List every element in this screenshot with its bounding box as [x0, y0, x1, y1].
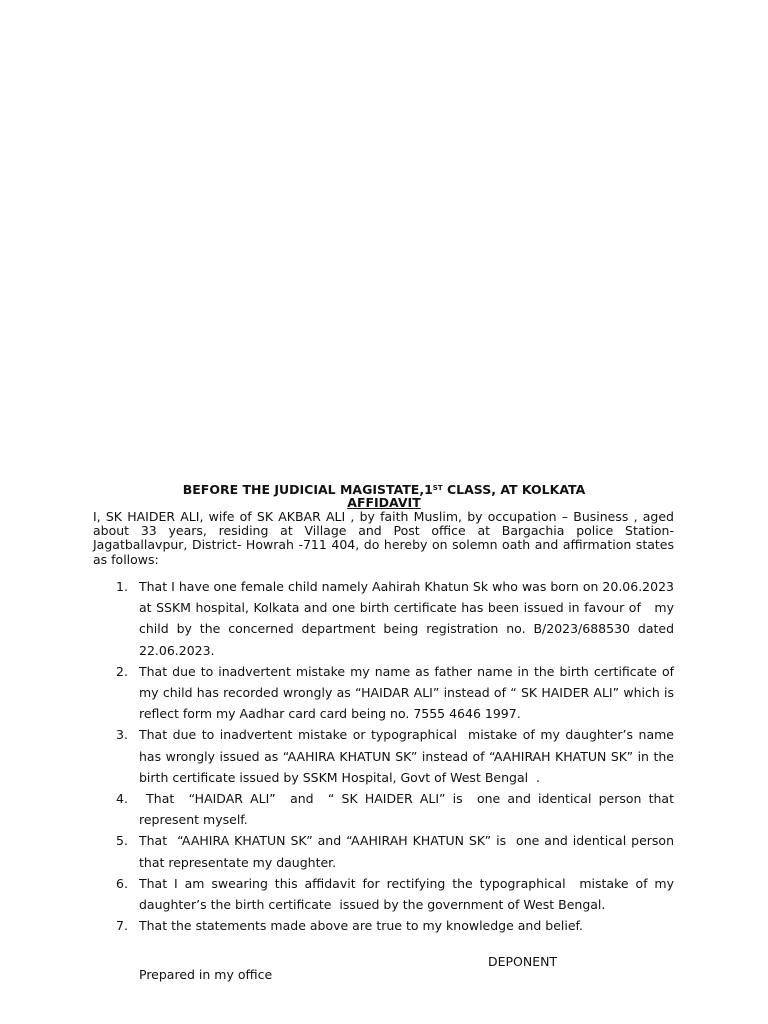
statement-number: 6. — [116, 875, 128, 891]
statement-text: That due to inadvertent mistake my name as father name in the birth certificate of my child has recorded wrongly as “HAIDAR ALI” instead of “ SK HAIDER ALI” which is reflect form my Aadhar card card being no. 7555 4646 1997. — [139, 663, 678, 722]
statement-item — [93, 788, 678, 830]
affidavit-title: AFFIDAVIT — [347, 495, 421, 510]
statement-number: 7. — [116, 918, 128, 934]
statement-item — [93, 915, 674, 936]
court-heading-text: BEFORE THE JUDICIAL MAGISTATE,1 — [182, 482, 433, 497]
statement-text: That “AAHIRA KHATUN SK” and “AAHIRAH KHATUN SK” is one and identical person that representate my daughter. — [139, 833, 678, 870]
statement-number: 2. — [116, 663, 128, 679]
statement-item — [93, 724, 678, 788]
statement-number: 5. — [116, 833, 128, 849]
court-heading-superscript: ST — [432, 484, 443, 492]
prepared-note: Prepared in my office — [139, 967, 273, 982]
intro-paragraph: I, SK HAIDER ALI, wife of SK AKBAR ALI , by faith Muslim, by occupation – Business , aged about 33 years, residing at Village and Post office at Bargachia police Station-Jagatballavpur, District- Howrah -711 404, do hereby on solemn oath and affirmation states as follows: — [93, 509, 674, 567]
statement-text: That due to inadvertent mistake or typographical mistake of my daughter’s name has wrongly issued as “AAHIRA KHATUN SK” instead of “AAHIRAH KHATUN SK” in the birth certificate issued by SSKM Hospital, Govt of West Bengal . — [139, 727, 678, 785]
statement-text: That I have one female child namely Aahirah Khatun Sk who was born on 20.06.2023 at SSKM hospital, Kolkata and one birth certificate has been issued in favour of my child by the concerned department being registration no. B/2023/688530 dated 22.06.2023. — [139, 579, 678, 658]
statement-text: That I am swearing this affidavit for rectifying the typographical mistake of my daughter’s the birth certificate issued by the government of West Bengal. — [139, 875, 678, 913]
statement-item — [93, 576, 678, 661]
statement-item — [93, 661, 678, 725]
statement-list — [93, 576, 678, 936]
deponent-label: DEPONENT — [488, 954, 558, 969]
statement-number: 4. — [116, 791, 128, 807]
statement-number: 1. — [116, 579, 128, 594]
statement-item — [93, 830, 678, 872]
statement-item — [93, 873, 678, 915]
court-heading-text-end: CLASS, AT KOLKATA — [442, 482, 586, 497]
statement-number: 3. — [116, 727, 128, 743]
statement-text: That “HAIDAR ALI” and “ SK HAIDER ALI” is one and identical person that represent myself. — [139, 791, 678, 828]
statement-text: That the statements made above are true to my knowledge and belief. — [139, 918, 583, 934]
